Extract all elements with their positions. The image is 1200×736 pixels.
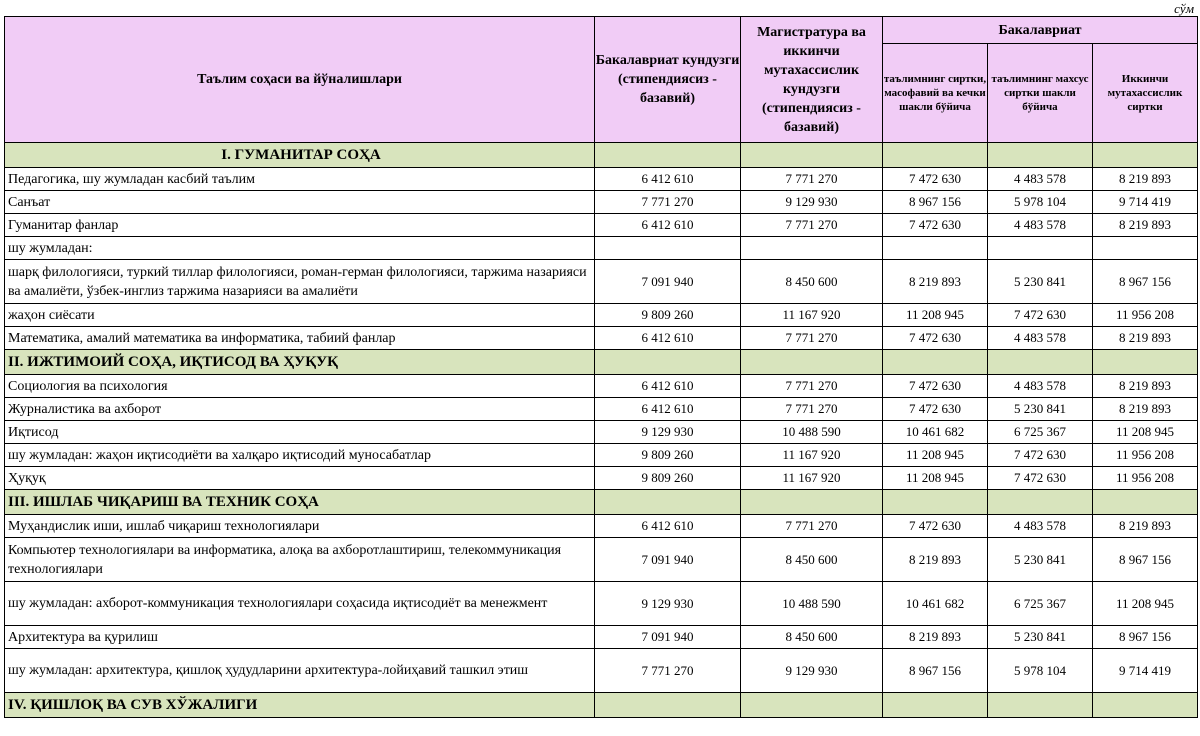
- table-row: Ҳуқуқ 9 809 260 11 167 920 11 208 945 7 472 630 11 956 208: [5, 467, 1198, 490]
- table-row: Муҳандислик иши, ишлаб чиқариш технологиялари 6 412 610 7 771 270 7 472 630 4 483 578 8 219 893: [5, 515, 1198, 538]
- table-row: Педагогика, шу жумладан касбий таълим 6 412 610 7 771 270 7 472 630 4 483 578 8 219 893: [5, 168, 1198, 191]
- section-title: IV. ҚИШЛОҚ ВА СУВ ХЎЖАЛИГИ: [5, 693, 595, 718]
- currency-unit: сўм: [1174, 1, 1194, 16]
- table-row: Математика, амалий математика ва информатика, табиий фанлар 6 412 610 7 771 270 7 472 630 4 483 578 8 219 893: [5, 327, 1198, 350]
- table-row: шарқ филологияси, туркий тиллар филологияси, роман-герман филологияси, таржима назарияси ва амалиёти, ўзбек-инглиз таржима назарияси ва амалиёти 7 091 940 8 450 600 8 219 893 5 230 841 8 967 156: [5, 260, 1198, 304]
- header-sub-correspondence: таълимнинг сиртки, масофавий ва кечки шакли бўйича: [883, 44, 988, 143]
- table-row: Санъат 7 771 270 9 129 930 8 967 156 5 978 104 9 714 419: [5, 191, 1198, 214]
- section-title: II. ИЖТИМОИЙ СОҲА, ИҚТИСОД ВА ҲУҚУҚ: [5, 350, 595, 375]
- section-title: I. ГУМАНИТАР СОҲА: [5, 143, 595, 168]
- table-row: Социология ва психология 6 412 610 7 771 270 7 472 630 4 483 578 8 219 893: [5, 375, 1198, 398]
- table-row: Гуманитар фанлар 6 412 610 7 771 270 7 472 630 4 483 578 8 219 893: [5, 214, 1198, 237]
- table-row: шу жумладан: архитектура, қишлоқ ҳудудларини архитектура-лойиҳавий ташкил этиш 7 771 270 9 129 930 8 967 156 5 978 104 9 714 419: [5, 649, 1198, 693]
- table-row: шу жумладан: жаҳон иқтисодиёти ва халқаро иқтисодий муносабатлар 9 809 260 11 167 920 11 208 945 7 472 630 11 956 208: [5, 444, 1198, 467]
- header-sub-second: Иккинчи мутахассислик сиртки: [1093, 44, 1198, 143]
- table-row: шу жумладан:: [5, 237, 1198, 260]
- header-sub-special: таълимнинг махсус сиртки шакли бўйича: [988, 44, 1093, 143]
- table-row: Иқтисод 9 129 930 10 488 590 10 461 682 6 725 367 11 208 945: [5, 421, 1198, 444]
- header-bachelor-day: Бакалавриат кундузги (стипендиясиз - базавий): [595, 17, 741, 143]
- table-row: Архитектура ва қурилиш 7 091 940 8 450 600 8 219 893 5 230 841 8 967 156: [5, 626, 1198, 649]
- section-title: III. ИШЛАБ ЧИҚАРИШ ВА ТЕХНИК СОҲА: [5, 490, 595, 515]
- table-row: шу жумладан: ахборот-коммуникация технологиялари соҳасида иқтисодиёт ва менежмент 9 129 930 10 488 590 10 461 682 6 725 367 11 208 945: [5, 582, 1198, 626]
- tuition-table: [4, 16, 1198, 718]
- table-row: жаҳон сиёсати 9 809 260 11 167 920 11 208 945 7 472 630 11 956 208: [5, 304, 1198, 327]
- table-row: Журналистика ва ахборот 6 412 610 7 771 270 7 472 630 5 230 841 8 219 893: [5, 398, 1198, 421]
- header-bachelor: Бакалавриат: [883, 17, 1198, 44]
- header-master-day: Магистратура ва иккинчи мутахассислик кундузги (стипендиясиз - базавий): [741, 17, 883, 143]
- table-row: Компьютер технологиялари ва информатика, алоқа ва ахборотлаштириш, телекоммуникация технологиялари 7 091 940 8 450 600 8 219 893 5 230 841 8 967 156: [5, 538, 1198, 582]
- header-direction: Таълим соҳаси ва йўналишлари: [5, 17, 595, 143]
